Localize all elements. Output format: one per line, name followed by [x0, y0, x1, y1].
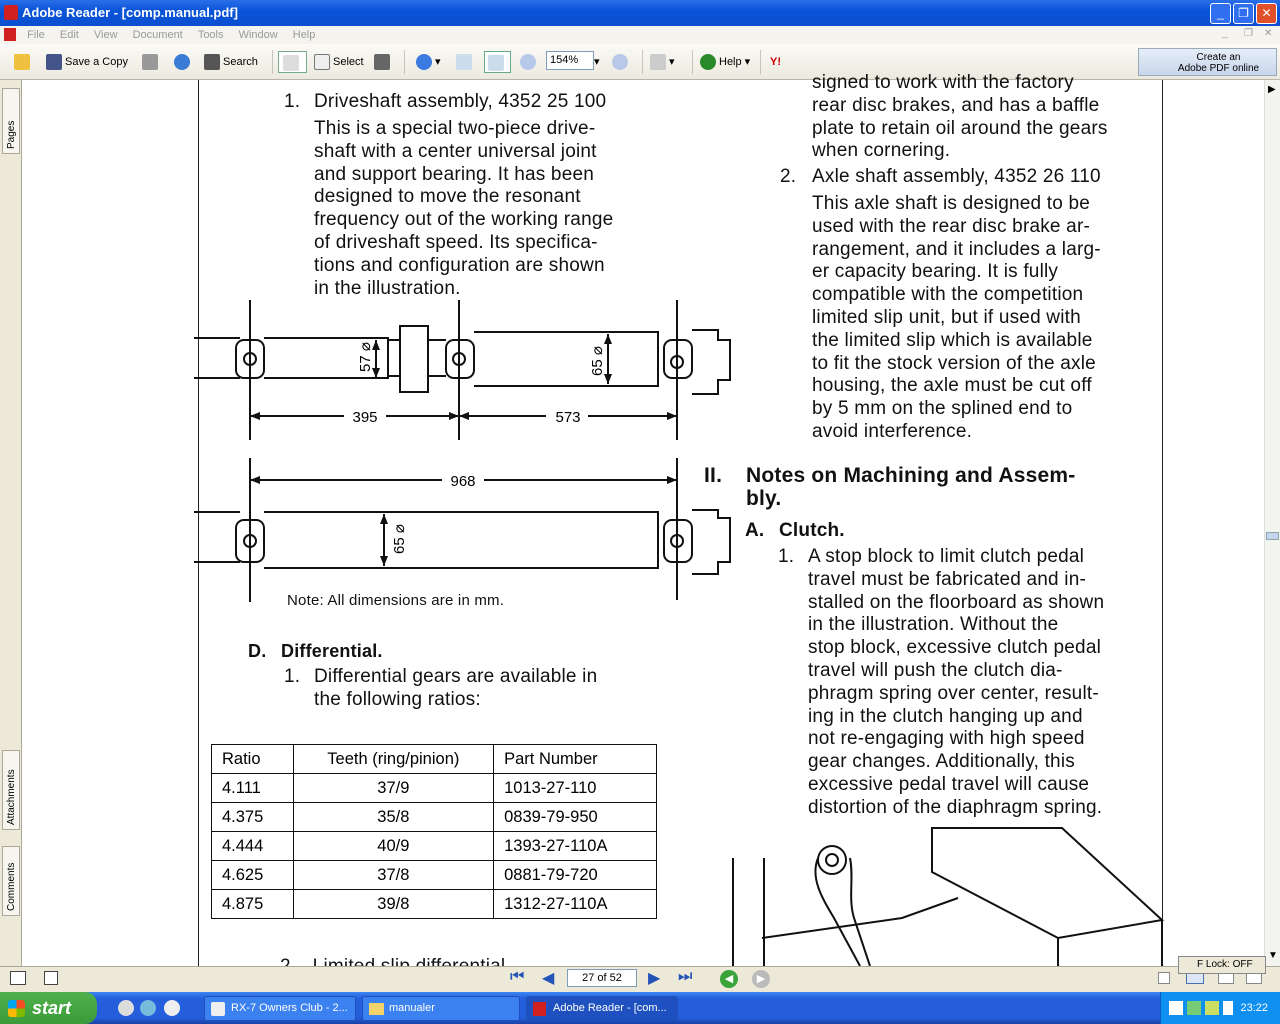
sectionD-title: Differential. — [281, 641, 383, 661]
cell-ratio: 4.111 — [212, 774, 294, 803]
taskbar-item-label: Adobe Reader - [com... — [553, 1002, 667, 1014]
text-cursor-icon — [314, 54, 330, 70]
quicklaunch-media-icon[interactable] — [164, 1000, 180, 1016]
diameter-65-bottom: 65 ⌀ — [391, 524, 408, 554]
text-line: and support bearing. It has been — [314, 163, 594, 185]
globe-icon — [174, 54, 190, 70]
text-line: phragm spring over center, result- — [808, 682, 1099, 704]
minimize-button[interactable]: _ — [1210, 3, 1231, 24]
quicklaunch-skype-icon[interactable] — [118, 1000, 134, 1016]
taskbar-item-label: manualer — [389, 1002, 435, 1014]
dimension-573: 573 — [555, 409, 581, 426]
text-line: designed to move the resonant — [314, 186, 581, 208]
save-copy-label: Save a Copy — [65, 56, 128, 68]
text-line: excessive pedal travel will cause — [808, 773, 1090, 795]
cell-teeth: 37/9 — [293, 774, 494, 803]
print-button[interactable] — [142, 51, 161, 73]
zoom-input[interactable]: 154% — [546, 51, 594, 70]
section-II-number: II. — [704, 464, 723, 487]
status-bar — [0, 966, 1280, 992]
a1-number: 1. — [778, 546, 795, 567]
camera-icon — [374, 54, 390, 70]
document-icon — [4, 28, 16, 41]
pages-tab[interactable] — [2, 88, 20, 154]
zoom-dropdown-button[interactable]: ▾ — [594, 56, 600, 68]
quicklaunch-ie-icon[interactable] — [140, 1000, 156, 1016]
doc-restore-button[interactable]: ❐ — [1244, 28, 1253, 39]
text-line: This axle shaft is designed to be — [812, 193, 1091, 214]
text-line: avoid interference. — [812, 420, 973, 442]
gear-ratio-table — [211, 744, 657, 919]
magnifier-icon — [416, 54, 432, 70]
adobe-reader-icon — [4, 5, 18, 20]
adobe-reader-icon — [533, 1002, 546, 1016]
start-button[interactable] — [0, 992, 97, 1024]
menu-help[interactable]: Help — [292, 29, 316, 41]
fit-page-button[interactable] — [456, 51, 475, 73]
table-row — [212, 774, 657, 803]
f-lock-indicator: F Lock: OFF — [1178, 956, 1266, 974]
fit-width-icon — [488, 55, 504, 71]
cell-teeth: 40/9 — [293, 832, 494, 861]
driveshaft-diagram — [188, 300, 738, 610]
help-icon — [700, 54, 716, 70]
system-tray — [1160, 992, 1280, 1024]
rotate-button[interactable]: ▾ — [650, 51, 675, 73]
pages-icon — [650, 54, 666, 70]
minus-icon — [520, 54, 536, 70]
start-label: start — [32, 998, 72, 1018]
comments-tab-label: Comments — [6, 862, 17, 911]
text-line: rear disc brakes, and has a baffle — [812, 94, 1100, 116]
snapshot-button[interactable] — [374, 51, 393, 73]
text-line: limited slip unit, but if used with — [812, 306, 1081, 328]
previous-page-button[interactable]: ◀ — [542, 970, 555, 987]
go-back-button[interactable]: ◀ — [720, 970, 738, 988]
help-label: Help — [719, 56, 742, 68]
sectionD-letter: D. — [248, 641, 267, 661]
section-II-title — [746, 465, 1075, 511]
menu-bar — [0, 26, 1280, 44]
text-line: A stop block to limit clutch pedal — [808, 546, 1085, 567]
menu-window[interactable]: Window — [238, 29, 278, 41]
text-line: er capacity bearing. It is fully — [812, 261, 1059, 283]
hand-tool-button[interactable] — [278, 51, 307, 73]
text-line: the following ratios: — [314, 688, 481, 710]
taskbar-item-adobe-reader[interactable] — [526, 996, 678, 1021]
printer-icon — [142, 54, 158, 70]
floppy-icon — [46, 54, 62, 70]
first-page-button[interactable]: ⏮ — [510, 968, 525, 985]
sectionA-title: Clutch. — [779, 520, 845, 541]
item2-body — [812, 193, 1144, 444]
fit-page-icon — [456, 54, 472, 70]
text-line: distortion of the diaphragm spring. — [808, 796, 1103, 818]
taskbar-item-manualer[interactable] — [362, 996, 520, 1021]
taskbar-item-rx7[interactable] — [204, 996, 356, 1021]
windows-logo-icon — [8, 1000, 25, 1017]
text-line: rangement, and it includes a larg- — [812, 238, 1101, 260]
yahoo-icon: Y! — [770, 56, 781, 68]
text-line: This is a special two-piece drive- — [314, 118, 596, 139]
open-button[interactable] — [14, 51, 33, 73]
text-line: ing in the clutch hanging up and — [808, 705, 1083, 727]
attachments-tab-label: Attachments — [6, 769, 17, 825]
cell-part: 0839-79-950 — [494, 803, 657, 832]
cell-part: 0881-79-720 — [494, 861, 657, 890]
select-label: Select — [333, 56, 364, 68]
a1-body — [808, 546, 1142, 820]
text-line: stalled on the floorboard as shown — [808, 591, 1105, 613]
table-row — [212, 832, 657, 861]
cell-ratio: 4.444 — [212, 832, 294, 861]
text-line: Differential gears are available in — [314, 666, 598, 687]
single-page-icon[interactable] — [1158, 972, 1170, 984]
attachments-tab[interactable] — [2, 750, 20, 830]
taskbar-item-label: RX-7 Owners Club - 2... — [231, 1002, 348, 1014]
menu-file[interactable]: File — [27, 29, 45, 41]
item2-title: Axle shaft assembly, 4352 26 110 — [812, 166, 1101, 187]
close-button[interactable]: ✕ — [1256, 3, 1277, 24]
clock: 23:22 — [1240, 1002, 1268, 1014]
vertical-scrollbar[interactable] — [1264, 80, 1280, 966]
text-line: tions and configuration are shown — [314, 254, 605, 276]
menu-view[interactable]: View — [93, 29, 118, 41]
zoom-tool-button[interactable]: ▾ — [416, 51, 441, 73]
text-line: housing, the axle must be cut off — [812, 375, 1092, 397]
create-pdf-line2: Adobe PDF online — [1177, 63, 1260, 74]
heading-line: bly. — [746, 486, 782, 510]
email-button[interactable] — [174, 51, 193, 73]
zoom-out-button[interactable] — [520, 51, 539, 73]
zoom-in-button[interactable] — [612, 51, 631, 73]
doc-close-button[interactable]: ✕ — [1264, 28, 1273, 39]
fit-width-button[interactable] — [484, 51, 511, 73]
text-line: frequency out of the working range — [314, 209, 614, 231]
help-button[interactable]: Help ▾ — [700, 51, 750, 73]
cell-teeth: 39/8 — [293, 890, 494, 919]
cell-part: 1013-27-110 — [494, 774, 657, 803]
page-number-input[interactable]: 27 of 52 — [567, 969, 637, 987]
text-line: travel will push the clutch dia- — [808, 659, 1063, 681]
item1-title: Driveshaft assembly, 4352 25 100 — [314, 91, 607, 112]
pages-panel-icon[interactable] — [10, 971, 26, 985]
title-bar — [0, 0, 1280, 26]
browser-icon — [211, 1002, 225, 1016]
scroll-down-icon[interactable]: ▼ — [1268, 950, 1278, 961]
text-line: in the illustration. — [314, 277, 461, 299]
menu-edit[interactable]: Edit — [59, 29, 79, 41]
sectionA-letter: A. — [745, 520, 765, 541]
document-view[interactable] — [22, 72, 1264, 966]
cell-teeth: 35/8 — [293, 803, 494, 832]
text-line: stop block, excessive clutch pedal — [808, 637, 1102, 659]
diameter-65-top: 65 ⌀ — [589, 346, 606, 376]
text-line: travel must be fabricated and in- — [808, 568, 1087, 590]
scroll-arrow-icon[interactable]: ▶ — [1268, 84, 1276, 95]
table-row — [212, 803, 657, 832]
cell-part: 1312-27-110A — [494, 890, 657, 919]
text-line: to fit the stock version of the axle — [812, 352, 1096, 374]
pages-tab-label: Pages — [6, 120, 17, 149]
comments-tab[interactable] — [2, 846, 20, 916]
tray-icons — [1169, 1001, 1233, 1015]
doc-minimize-button[interactable]: _ — [1222, 28, 1228, 39]
item1-number: 1. — [284, 91, 301, 112]
binoculars-icon — [204, 54, 220, 70]
cell-teeth: 37/8 — [293, 861, 494, 890]
text-line: plate to retain oil around the gears — [812, 117, 1108, 139]
create-pdf-line1: Create an — [1196, 52, 1241, 63]
next-page-button[interactable]: ▶ — [648, 970, 661, 987]
dimension-968: 968 — [450, 473, 476, 490]
cell-ratio: 4.375 — [212, 803, 294, 832]
select-tool-button[interactable] — [314, 51, 364, 73]
plus-icon — [612, 54, 628, 70]
yahoo-toolbar-button[interactable] — [770, 51, 781, 73]
scroll-thumb[interactable] — [1266, 532, 1279, 540]
text-line: in the illustration. Without the — [808, 614, 1059, 636]
maximize-button[interactable]: ❐ — [1233, 3, 1254, 24]
item2-number: 2. — [780, 166, 797, 187]
text-line: compatible with the competition — [812, 284, 1084, 306]
folder-icon — [14, 54, 30, 70]
dimension-395: 395 — [352, 409, 378, 426]
table-header-row — [212, 745, 657, 774]
text-line: not re-engaging with high speed — [808, 728, 1085, 750]
folder-icon — [369, 1003, 384, 1015]
diameter-57: 57 ⌀ — [357, 342, 374, 372]
item1-body — [314, 118, 648, 300]
text-line: shaft with a center universal joint — [314, 140, 597, 162]
text-line: gear changes. Additionally, this — [808, 751, 1075, 773]
save-copy-button[interactable] — [46, 51, 128, 73]
header-ratio: Ratio — [212, 745, 294, 774]
dimensions-note: Note: All dimensions are in mm. — [287, 592, 505, 609]
go-forward-button[interactable]: ▶ — [752, 970, 770, 988]
heading-line: Notes on Machining and Assem- — [746, 464, 1076, 487]
table-row — [212, 861, 657, 890]
navigation-pane-tabs — [0, 80, 22, 966]
menu-tools[interactable]: Tools — [197, 29, 224, 41]
search-label: Search — [223, 56, 258, 68]
create-pdf-online-button[interactable] — [1138, 48, 1277, 76]
text-line: used with the rear disc brake ar- — [812, 215, 1090, 237]
hand-icon — [283, 55, 299, 71]
page-layout-icon[interactable] — [44, 971, 58, 985]
clutch-stop-block-diagram — [722, 828, 1162, 966]
d1-body — [314, 666, 597, 712]
cell-ratio: 4.875 — [212, 890, 294, 919]
text-line: when cornering. — [812, 140, 951, 162]
last-page-button[interactable]: ⏭ — [678, 968, 693, 985]
header-part-number: Part Number — [494, 745, 657, 774]
text-line: the limited slip which is available — [812, 329, 1093, 351]
search-button[interactable] — [204, 51, 258, 73]
d1-number: 1. — [284, 666, 301, 687]
text-line: signed to work with the factory — [812, 72, 1074, 93]
header-teeth: Teeth (ring/pinion) — [293, 745, 494, 774]
window-title: Adobe Reader - [comp.manual.pdf] — [22, 5, 238, 20]
cell-part: 1393-27-110A — [494, 832, 657, 861]
menu-document[interactable]: Document — [132, 29, 183, 41]
text-line: of driveshaft speed. Its specifica- — [314, 231, 598, 253]
table-row — [212, 890, 657, 919]
text-line: by 5 mm on the splined end to — [812, 398, 1073, 420]
right-top-body — [812, 72, 1144, 163]
cell-ratio: 4.625 — [212, 861, 294, 890]
